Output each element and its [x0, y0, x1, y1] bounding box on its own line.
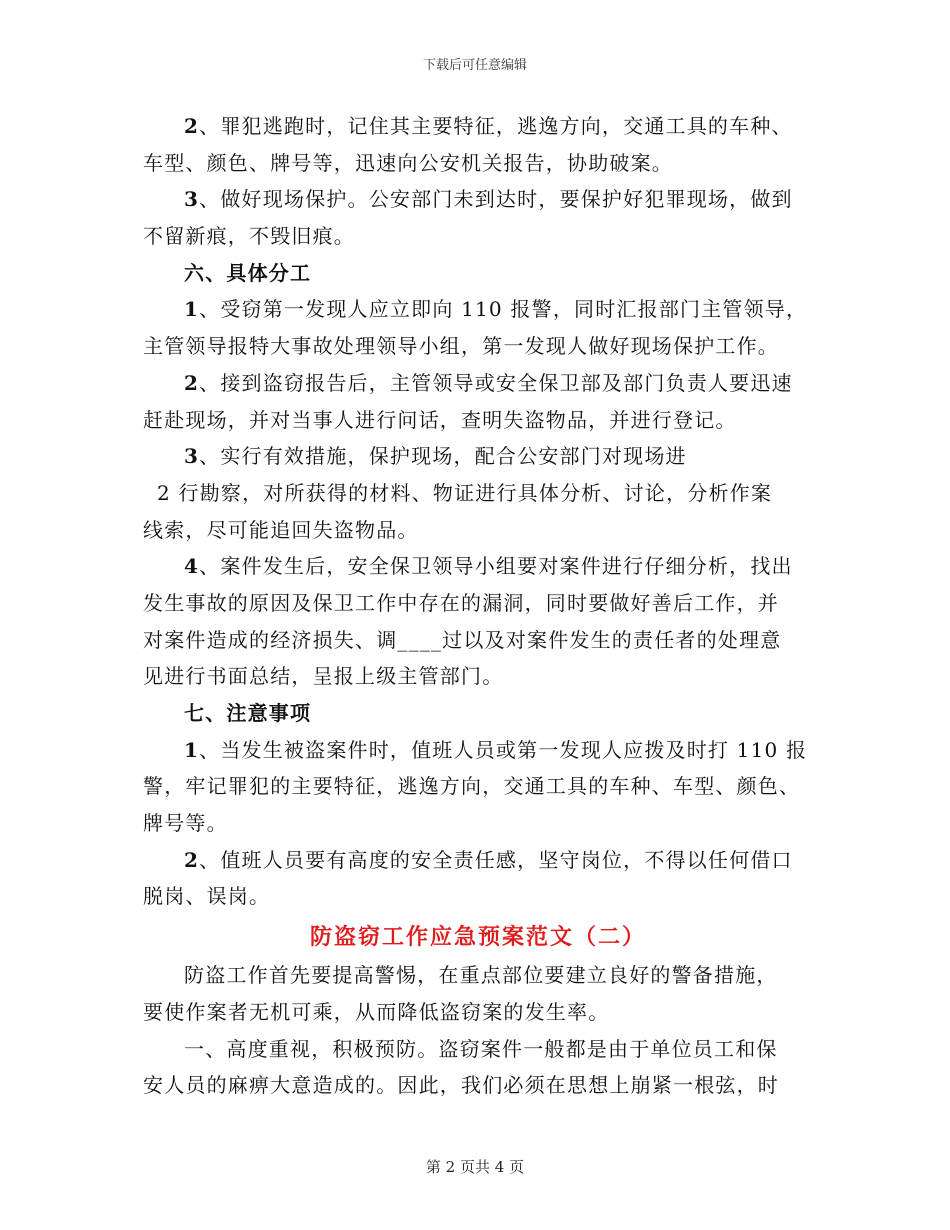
paragraph-line: 2 行勘察，对所获得的材料、物证进行具体分析、讨论，分析作案 — [157, 480, 773, 505]
paragraph-text: 、接到盗窃报告后，主管领导或安全保卫部及部门负责人要迅速 — [199, 370, 793, 395]
paragraph-line: 防盗工作首先要提高警惕，在重点部位要建立良好的警备措施， — [184, 963, 778, 988]
paragraph-text: 、案件发生后，安全保卫领导小组要对案件进行仔细分析，找出 — [199, 554, 793, 579]
paragraph-line: 安人员的麻痹大意造成的。因此，我们必须在思想上崩紧一根弦，时 — [143, 1073, 779, 1098]
page-header: 下载后可任意编辑 — [422, 58, 527, 73]
section-heading-7: 七、注意事项 — [184, 701, 312, 725]
paragraph-line: 牌号等。 — [143, 811, 228, 836]
paragraph-text: 、实行有效措施，保护现场，配合公安部门对现场进 — [199, 444, 687, 469]
paragraph-line: 警，牢记罪犯的主要特征，逃逸方向，交通工具的车种、车型、颜色、 — [143, 774, 801, 799]
paragraph-text: 、受窃第一发现人应立即向 110 报警，同时汇报部门主管领导， — [199, 297, 808, 322]
document-body — [143, 108, 813, 1104]
paragraph-line — [143, 548, 813, 585]
paragraph-line — [143, 108, 813, 145]
paragraph-line: 要使作案者无机可乘，从而降低盗窃案的发生率。 — [143, 999, 610, 1024]
page-footer: 第 2 页共 4 页 — [425, 1158, 525, 1176]
paragraph-line: 一、高度重视，积极预防。盗窃案件一般都是由于单位员工和保 — [184, 1036, 778, 1061]
paragraph-line — [143, 842, 813, 879]
paragraph-line: 对案件造成的经济损失、调____过以及对案件发生的责任者的处理意 — [143, 627, 782, 652]
paragraph-text: 、做好现场保护。公安部门未到达时，要保护好犯罪现场，做到 — [199, 187, 793, 212]
paragraph-line: 脱岗、误岗。 — [143, 884, 271, 909]
paragraph-line: 车型、颜色、牌号等，迅速向公安机关报告，协助破案。 — [143, 150, 673, 175]
item-number: 2 — [184, 370, 200, 395]
paragraph-line: 不留新痕，不毁旧痕。 — [143, 224, 355, 249]
paragraph-text: 、值班人员要有高度的安全责任感，坚守岗位，不得以任何借口 — [199, 847, 793, 872]
paragraph-line — [143, 365, 813, 402]
section-heading-6: 六、具体分工 — [184, 260, 312, 285]
paragraph-line — [143, 438, 813, 475]
item-number: 1 — [184, 737, 200, 762]
paragraph-line — [143, 291, 813, 328]
document-title: 防盗窃工作应急预案范文（二） — [309, 924, 646, 951]
item-number: 3 — [184, 187, 200, 212]
item-number: 3 — [184, 444, 200, 469]
paragraph-line: 主管领导报特大事故处理领导小组，第一发现人做好现场保护工作。 — [143, 334, 779, 359]
item-number: 1 — [184, 297, 200, 322]
item-number: 2 — [184, 847, 200, 872]
paragraph-line — [143, 732, 813, 769]
paragraph-line: 赶赴现场，并对当事人进行问话，查明失盗物品，并进行登记。 — [143, 407, 737, 432]
paragraph-text: 、当发生被盗案件时，值班人员或第一发现人应拨及时打 110 报 — [199, 737, 808, 762]
item-number: 4 — [184, 554, 200, 579]
paragraph-line — [143, 181, 813, 218]
item-number: 2 — [184, 114, 200, 138]
paragraph-text: 、罪犯逃跑时，记住其主要特征，逃逸方向，交通工具的车种、 — [199, 114, 793, 138]
paragraph-line: 发生事故的原因及保卫工作中存在的漏洞，同时要做好善后工作，并 — [143, 590, 779, 615]
paragraph-line: 线索，尽可能追回失盗物品。 — [143, 517, 419, 542]
paragraph-line: 见进行书面总结，呈报上级主管部门。 — [143, 664, 504, 689]
